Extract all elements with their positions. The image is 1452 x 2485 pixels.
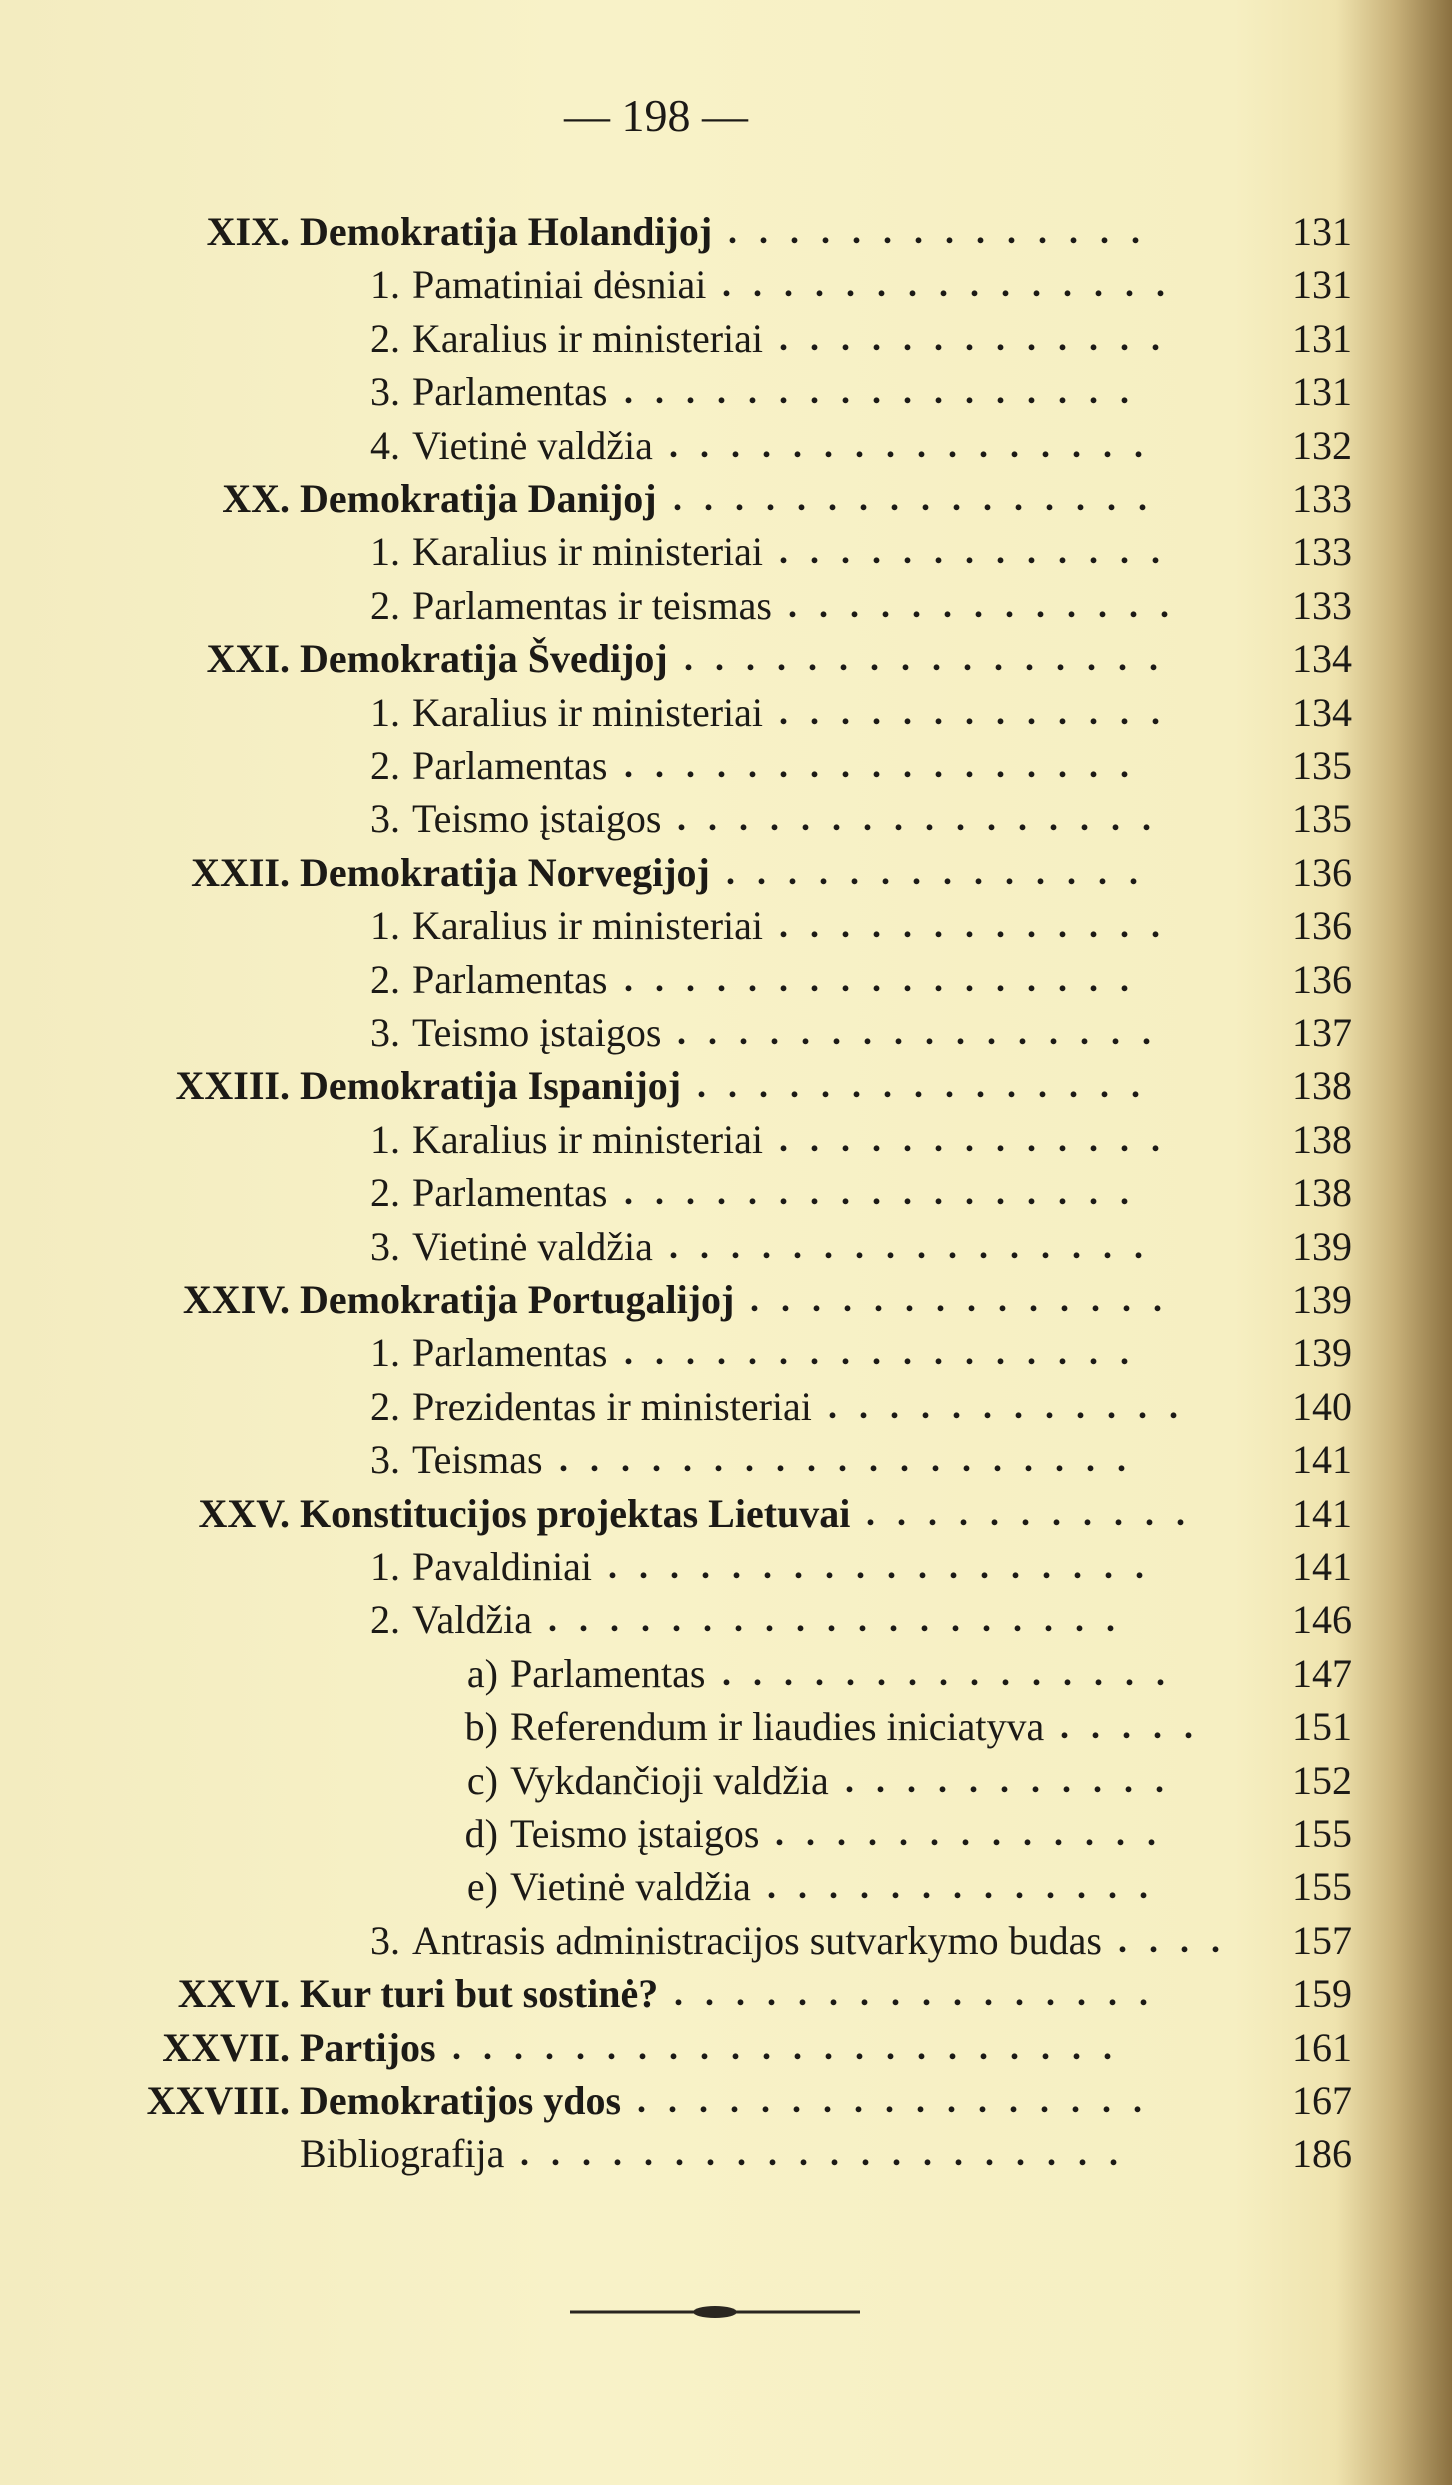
toc-entry-page: 134 (1292, 689, 1352, 735)
toc-entry-page: 152 (1292, 1757, 1352, 1803)
toc-entry (0, 1593, 1360, 1646)
dot-leader: ........... (866, 1492, 1207, 1533)
dot-leader: ............. (767, 1866, 1170, 1907)
toc-entry-page: 133 (1292, 529, 1352, 575)
toc-entry-number: a) (466, 1650, 498, 1696)
toc-entry-title: Karalius ir ministeriai (412, 529, 764, 575)
dot-leader: .............. (728, 211, 1162, 251)
toc-entry (0, 365, 1360, 418)
toc-entry-number: 1. (370, 689, 400, 735)
toc-entry-title: Prezidentas ir ministeriai (412, 1383, 812, 1429)
toc-entry-page: 167 (1292, 2078, 1352, 2123)
dot-leader: ................. (624, 745, 1151, 785)
toc-entry-number: XXIII. (175, 1063, 290, 1109)
dot-leader: ............. (779, 531, 1182, 572)
dot-leader: ................. (624, 1172, 1151, 1213)
toc-entry (0, 686, 1360, 739)
toc-entry-title: Demokratijos ydos (300, 2078, 622, 2123)
toc-entry-number: 1. (370, 903, 400, 949)
toc-entry-page: 131 (1292, 315, 1352, 361)
toc-entry (0, 1380, 1360, 1433)
toc-entry-number: 2. (370, 1383, 400, 1429)
toc-entry-title: Parlamentas (412, 956, 608, 1002)
toc-entry-page: 159 (1292, 1971, 1352, 2017)
toc-entry (0, 419, 1360, 472)
dot-leader: ................ (677, 798, 1173, 839)
toc-entry-page: 146 (1292, 1597, 1352, 1643)
toc-entry-title: Pamatiniai dėsniai (412, 262, 707, 308)
dot-leader: ............. (779, 1118, 1182, 1159)
toc-entry (0, 1006, 1360, 1059)
toc-entry-page: 141 (1292, 1544, 1352, 1589)
toc-entry-title: Karalius ir ministeriai (412, 903, 764, 949)
toc-entry-title: Antrasis administracijos sutvarkymo budas (412, 1917, 1102, 1963)
dot-leader: ............. (779, 905, 1182, 946)
toc-entry-number: 1. (370, 1116, 400, 1162)
toc-entry-title: Kur turi but sostinė? (300, 1971, 659, 2017)
toc-entry-title: Karalius ir ministeriai (412, 315, 764, 361)
toc-entry-number: XXV. (198, 1490, 290, 1536)
dot-leader: ................. (624, 371, 1151, 412)
toc-entry-title: Parlamentas (412, 1170, 608, 1216)
toc-entry-page: 155 (1292, 1864, 1352, 1910)
toc-entry (0, 2127, 1360, 2180)
toc-entry-page: 155 (1292, 1811, 1352, 1856)
toc-entry-title: Demokratija Norvegijoj (300, 849, 710, 895)
toc-entry (0, 1807, 1360, 1860)
toc-entry-page: 135 (1292, 796, 1352, 842)
toc-entry-number: c) (466, 1757, 498, 1803)
toc-entry-page: 140 (1292, 1383, 1352, 1429)
toc-entry-number: XXVIII. (146, 2078, 290, 2123)
toc-entry-title: Teismo įstaigos (412, 796, 662, 842)
dot-leader: ........... (845, 1759, 1186, 1800)
dot-leader: ............... (697, 1065, 1162, 1106)
toc-entry-number: 1. (370, 1544, 400, 1589)
toc-entry (0, 1860, 1360, 1913)
toc-entry (0, 579, 1360, 632)
dot-leader: .............. (750, 1279, 1184, 1319)
dot-leader: ............. (788, 584, 1191, 625)
toc-entry (0, 1326, 1360, 1379)
dot-leader: .............. (726, 851, 1160, 892)
dot-leader: ................ (669, 1225, 1165, 1266)
toc-entry-number: b) (464, 1704, 498, 1750)
toc-entry (0, 899, 1360, 952)
toc-entry-title: Demokratija Ispanijoj (300, 1063, 682, 1109)
toc-entry-title: Partijos (300, 2024, 436, 2070)
toc-entry-number: 2. (370, 1170, 400, 1216)
toc-entry-page: 136 (1292, 849, 1352, 895)
toc-entry-page: 138 (1292, 1116, 1352, 1162)
toc-entry (0, 739, 1360, 792)
toc-entry (0, 1754, 1360, 1807)
toc-entry-page: 131 (1292, 209, 1352, 254)
toc-entry-number: 3. (370, 1223, 400, 1269)
dot-leader: ................ (684, 638, 1180, 679)
toc-entry (0, 1967, 1360, 2020)
toc-entry-page: 139 (1292, 1277, 1352, 1322)
dot-leader: ............... (722, 1652, 1187, 1693)
dot-leader: ................. (624, 1332, 1151, 1373)
toc-entry-page: 131 (1292, 369, 1352, 415)
toc-entry (0, 2074, 1360, 2127)
toc-entry (0, 846, 1360, 899)
toc-entry-page: 133 (1292, 582, 1352, 628)
toc-entry-page: 131 (1292, 262, 1352, 308)
toc-entry (0, 1487, 1360, 1540)
toc-entry-page: 157 (1292, 1917, 1352, 1963)
dot-leader: ...................... (452, 2026, 1134, 2067)
toc-entry-number: XIX. (206, 209, 290, 254)
toc-entry-number: 2. (370, 582, 400, 628)
toc-entry-title: Teismo įstaigos (510, 1811, 760, 1856)
toc-entry-title: Parlamentas (510, 1650, 706, 1696)
toc-entry-number: XX. (222, 476, 290, 521)
toc-entry-number: 3. (370, 1010, 400, 1055)
toc-entry-number: 1. (370, 1330, 400, 1376)
toc-entry-number: 3. (370, 369, 400, 415)
toc-entry-title: Teismas (412, 1437, 543, 1483)
dot-leader: .................... (520, 2133, 1140, 2174)
toc-entry (0, 1914, 1360, 1967)
toc-entry-title: Vietinė valdžia (412, 1223, 653, 1269)
toc-entry-title: Teismo įstaigos (412, 1010, 662, 1055)
toc-entry (0, 1273, 1360, 1326)
toc-entry-title: Demokratija Holandijoj (300, 209, 713, 254)
toc-entry-number: XXI. (206, 636, 290, 682)
toc-entry (0, 525, 1360, 578)
toc-entry-number: 2. (370, 315, 400, 361)
toc-entry-number: XXVI. (177, 1971, 290, 2017)
toc-entry (0, 1433, 1360, 1486)
toc-entry-title: Pavaldiniai (412, 1544, 592, 1589)
toc-entry-number: 3. (370, 796, 400, 842)
toc-entry-page: 186 (1292, 2131, 1352, 2177)
dot-leader: ................ (673, 478, 1169, 518)
toc-entry (0, 1700, 1360, 1753)
toc-entry (0, 258, 1360, 311)
toc-entry-number: 3. (370, 1437, 400, 1483)
toc-entry-number: d) (464, 1811, 498, 1856)
toc-entry-page: 132 (1292, 422, 1352, 468)
dot-leader: ................... (559, 1439, 1148, 1480)
toc-entry-title: Karalius ir ministeriai (412, 689, 764, 735)
toc-entry (0, 1540, 1360, 1593)
toc-entry-title: Parlamentas (412, 1330, 608, 1376)
dot-leader: ................ (669, 424, 1165, 465)
toc-entry-number: 2. (370, 1597, 400, 1643)
toc-entry-page: 133 (1292, 476, 1352, 521)
toc-entry (0, 205, 1360, 258)
toc-entry-number: XXII. (191, 849, 290, 895)
toc-entry (0, 632, 1360, 685)
toc-entry (0, 792, 1360, 845)
toc-entry-title: Bibliografija (300, 2131, 505, 2177)
ornament-divider (570, 2305, 860, 2319)
toc-entry (0, 1113, 1360, 1166)
toc-entry-number: 2. (370, 956, 400, 1002)
toc-entry-number: 1. (370, 262, 400, 308)
toc-entry-page: 147 (1292, 1650, 1352, 1696)
toc-entry-number: 3. (370, 1917, 400, 1963)
dot-leader: ................. (637, 2080, 1164, 2120)
toc-entry-title: Vietinė valdžia (412, 422, 653, 468)
toc-entry-title: Konstitucijos projektas Lietuvai (300, 1490, 851, 1536)
dot-leader: .... (1118, 1919, 1242, 1960)
toc-entry-page: 141 (1292, 1490, 1352, 1536)
toc-entry (0, 2021, 1360, 2074)
toc-entry-title: Demokratija Portugalijoj (300, 1277, 735, 1322)
toc-entry-page: 161 (1292, 2024, 1352, 2070)
dot-leader: ............. (779, 691, 1182, 732)
toc-entry (0, 1166, 1360, 1219)
toc-entry-title: Parlamentas (412, 743, 608, 788)
toc-entry-title: Vietinė valdžia (510, 1864, 751, 1910)
dot-leader: ............. (775, 1813, 1178, 1853)
toc-entry-page: 137 (1292, 1010, 1352, 1055)
dot-leader: ................ (677, 1012, 1173, 1052)
toc-entry-page: 139 (1292, 1223, 1352, 1269)
toc-entry-page: 139 (1292, 1330, 1352, 1376)
toc-entry-number: XXIV. (182, 1277, 290, 1322)
toc-entry-number: e) (466, 1864, 498, 1910)
toc-entry (0, 953, 1360, 1006)
dot-leader: ............. (779, 317, 1182, 358)
toc-entry-number: XXVII. (162, 2024, 290, 2070)
toc-entry-title: Demokratija Danijoj (300, 476, 657, 521)
dot-leader: ............ (828, 1385, 1200, 1426)
page-number: — 198 — (564, 90, 748, 141)
toc-entry (0, 312, 1360, 365)
toc-entry-page: 136 (1292, 903, 1352, 949)
dot-leader: ................ (674, 1973, 1170, 2014)
toc-entry (0, 1059, 1360, 1112)
toc-entry-page: 138 (1292, 1063, 1352, 1109)
dot-leader: .................. (608, 1546, 1166, 1586)
toc-entry-title: Referendum ir liaudies iniciatyva (510, 1704, 1045, 1750)
toc-entry-title: Parlamentas ir teismas (412, 582, 772, 628)
toc-entry-title: Karalius ir ministeriai (412, 1116, 764, 1162)
toc-entry-page: 141 (1292, 1437, 1352, 1483)
toc-entry (0, 1647, 1360, 1700)
toc-entry-title: Demokratija Švedijoj (300, 636, 668, 682)
toc-entry-number: 4. (370, 422, 400, 468)
dot-leader: ................. (624, 958, 1151, 999)
toc-entry-number: 1. (370, 529, 400, 575)
toc-entry-title: Parlamentas (412, 369, 608, 415)
dot-leader: ................... (548, 1599, 1137, 1640)
toc-entry-page: 135 (1292, 743, 1352, 788)
toc-entry-number: 2. (370, 743, 400, 788)
toc-entry-page: 138 (1292, 1170, 1352, 1216)
toc-entry (0, 1220, 1360, 1273)
toc-entry (0, 472, 1360, 525)
toc-entry-title: Valdžia (412, 1597, 532, 1643)
toc-entry-page: 134 (1292, 636, 1352, 682)
toc-entry-page: 151 (1292, 1704, 1352, 1750)
toc-entry-page: 136 (1292, 956, 1352, 1002)
dot-leader: ..... (1060, 1706, 1215, 1747)
toc-entry-title: Vykdančioji valdžia (510, 1757, 829, 1803)
dot-leader: ............... (722, 264, 1187, 305)
